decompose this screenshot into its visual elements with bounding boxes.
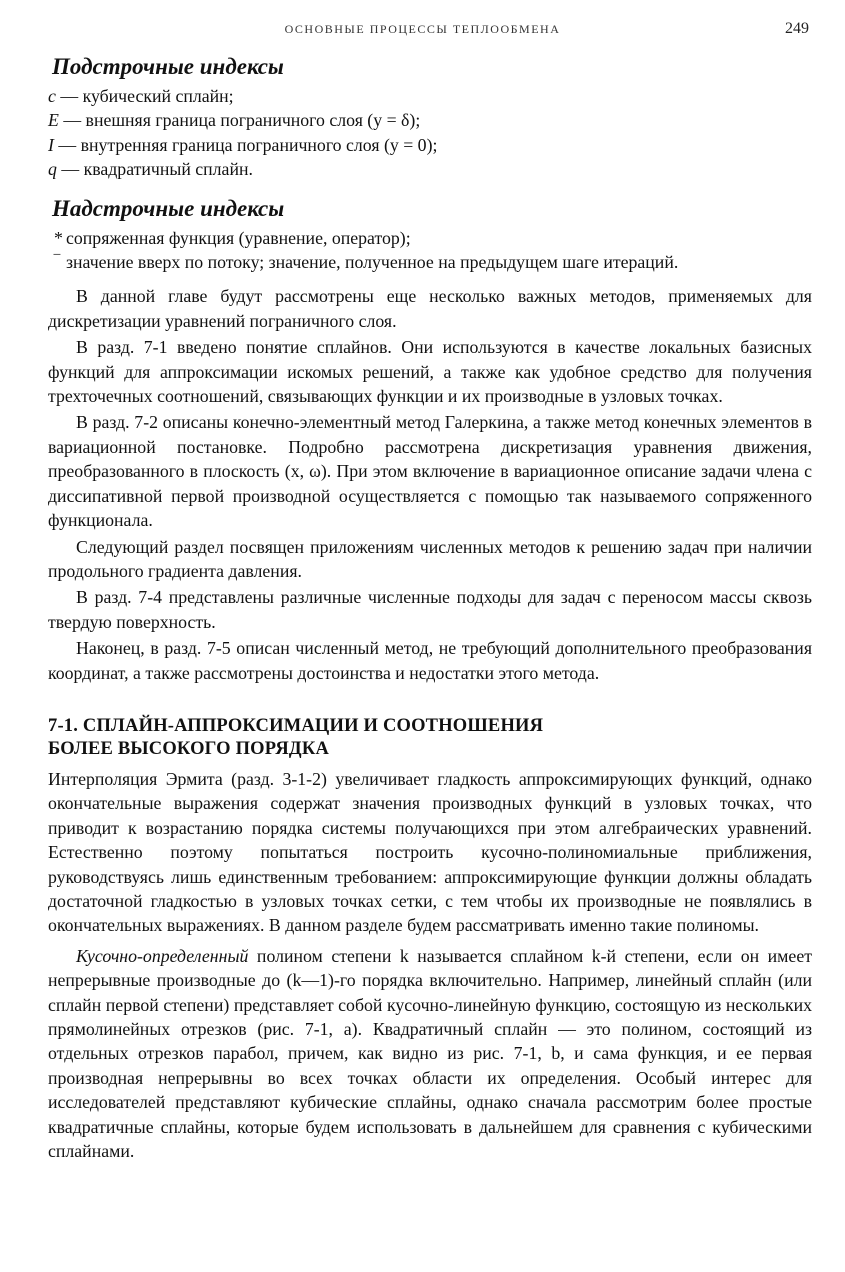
page-number: 249: [785, 20, 809, 37]
subscripts-list: [48, 84, 812, 182]
subscript-symbol: E: [48, 110, 59, 131]
page-content: [48, 52, 812, 1163]
superscript-item: [48, 250, 812, 274]
section-heading-line1: 7-1. СПЛАЙН-АППРОКСИМАЦИИ И СООТНОШЕНИЯ: [48, 715, 544, 736]
subscript-symbol: q: [48, 159, 57, 180]
intro-paragraph: В разд. 7-2 описаны конечно-элементный метод Галеркина, а также метод конечных элементов в вариационной постановке. Подробно рассмотрена дискретизация уравнения движения, преобразованного в плоскость (x, ω). При этом включение в вариационное описание задачи члена с диссипативной первой производной осуществляется с помощью так называемого сопряженного функционала.: [48, 412, 812, 531]
intro-paragraph: Следующий раздел посвящен приложениям численных методов к решению задач при наличии продольного градиента давления.: [48, 536, 812, 581]
section-paragraph: Интерполяция Эрмита (разд. 3-1-2) увеличивает гладкость аппроксимирующих функций, однако окончательные выражения содержат значения производных функций в узловых точках, что приводит к возрастанию порядка системы получающихся при этом алгебраических уравнений. Естественно поэтому попытаться построить кусочно-полиномиальные приближения, руководствуясь лишь единственным требованием: аппроксимирующие функции должны обладать достаточной гладкостью в узловых точках сетки, с тем чтобы их производные не появлялись в окончательных выражениях. В данном разделе будем рассматривать именно такие полиномы.: [48, 768, 812, 936]
subscript-item: [48, 133, 812, 157]
intro-paragraph: В данной главе будут рассмотрены еще несколько важных методов, применяемых для дискретизации уравнений пограничного слоя.: [48, 286, 812, 331]
paragraph-text: полином степени k называется сплайном k-й степени, если он имеет непрерывные производные до (k—1)-го порядка включительно. Например, линейный сплайн (или сплайн первой степени) представляет собой кусочно-линейную функцию, состоящую из нескольких прямолинейных отрезков (рис. 7-1, a). Квадратичный сплайн — это полином, состоящий из отдельных отрезков парабол, причем, как видно из рис. 7-1, b, и сама функция, и ее первая производная непрерывны во всех точках области их определения. Особый интерес для исследователей представляют кубические сплайны, однако сначала рассмотрим более простые квадратичные сплайны, которые будем использовать в дальнейшем для сравнения с кубическими сплайнами.: [48, 945, 812, 1162]
running-head-title: ОСНОВНЫЕ ПРОЦЕССЫ ТЕПЛООБМЕНА: [284, 22, 561, 36]
subscript-text: — внутренняя граница пограничного слоя (y = 0);: [53, 134, 438, 155]
intro-paragraph: В разд. 7-1 введено понятие сплайнов. Они используются в качестве локальных базисных функций для аппроксимации искомых решений, а также как удобное средство для получения трехточечных соотношений, связывающих функции и их производные в узловых точках.: [48, 337, 812, 407]
superscript-item: [48, 226, 812, 250]
chapter-intro: [48, 284, 812, 685]
subscript-text: — квадратичный сплайн.: [56, 159, 253, 180]
subscript-symbol: c: [48, 86, 56, 106]
intro-paragraph: Наконец, в разд. 7-5 описан численный метод, не требующий дополнительного преобразования координат, а также рассмотрены достоинства и недостатки этого метода.: [48, 638, 812, 683]
subscript-item: [48, 84, 812, 108]
subscript-text: — внешняя граница пограничного слоя (y = δ);: [58, 110, 421, 131]
subscripts-heading: Подстрочные индексы: [52, 54, 284, 79]
running-head: [0, 22, 845, 42]
superscripts-list: [48, 226, 812, 275]
superscript-mark: *: [54, 227, 63, 248]
section-paragraph: [48, 944, 812, 1164]
section-heading-line2: БОЛЕЕ ВЫСОКОГО ПОРЯДКА: [48, 738, 330, 759]
superscript-text: сопряженная функция (уравнение, оператор);: [66, 227, 411, 248]
subscript-item: [48, 157, 812, 181]
italic-term: Кусочно-определенный: [76, 945, 249, 966]
intro-paragraph: В разд. 7-4 представлены различные численные подходы для задач с переносом массы сквозь твердую поверхность.: [48, 587, 812, 632]
superscript-mark: ‾: [54, 252, 60, 273]
superscripts-heading: Надстрочные индексы: [52, 195, 285, 221]
subscript-text: — кубический сплайн;: [55, 86, 234, 106]
subscript-item: [48, 108, 812, 132]
superscript-text: значение вверх по потоку; значение, полученное на предыдущем шаге итераций.: [66, 252, 679, 273]
subscript-symbol: I: [48, 134, 54, 155]
section-heading: [48, 715, 812, 761]
